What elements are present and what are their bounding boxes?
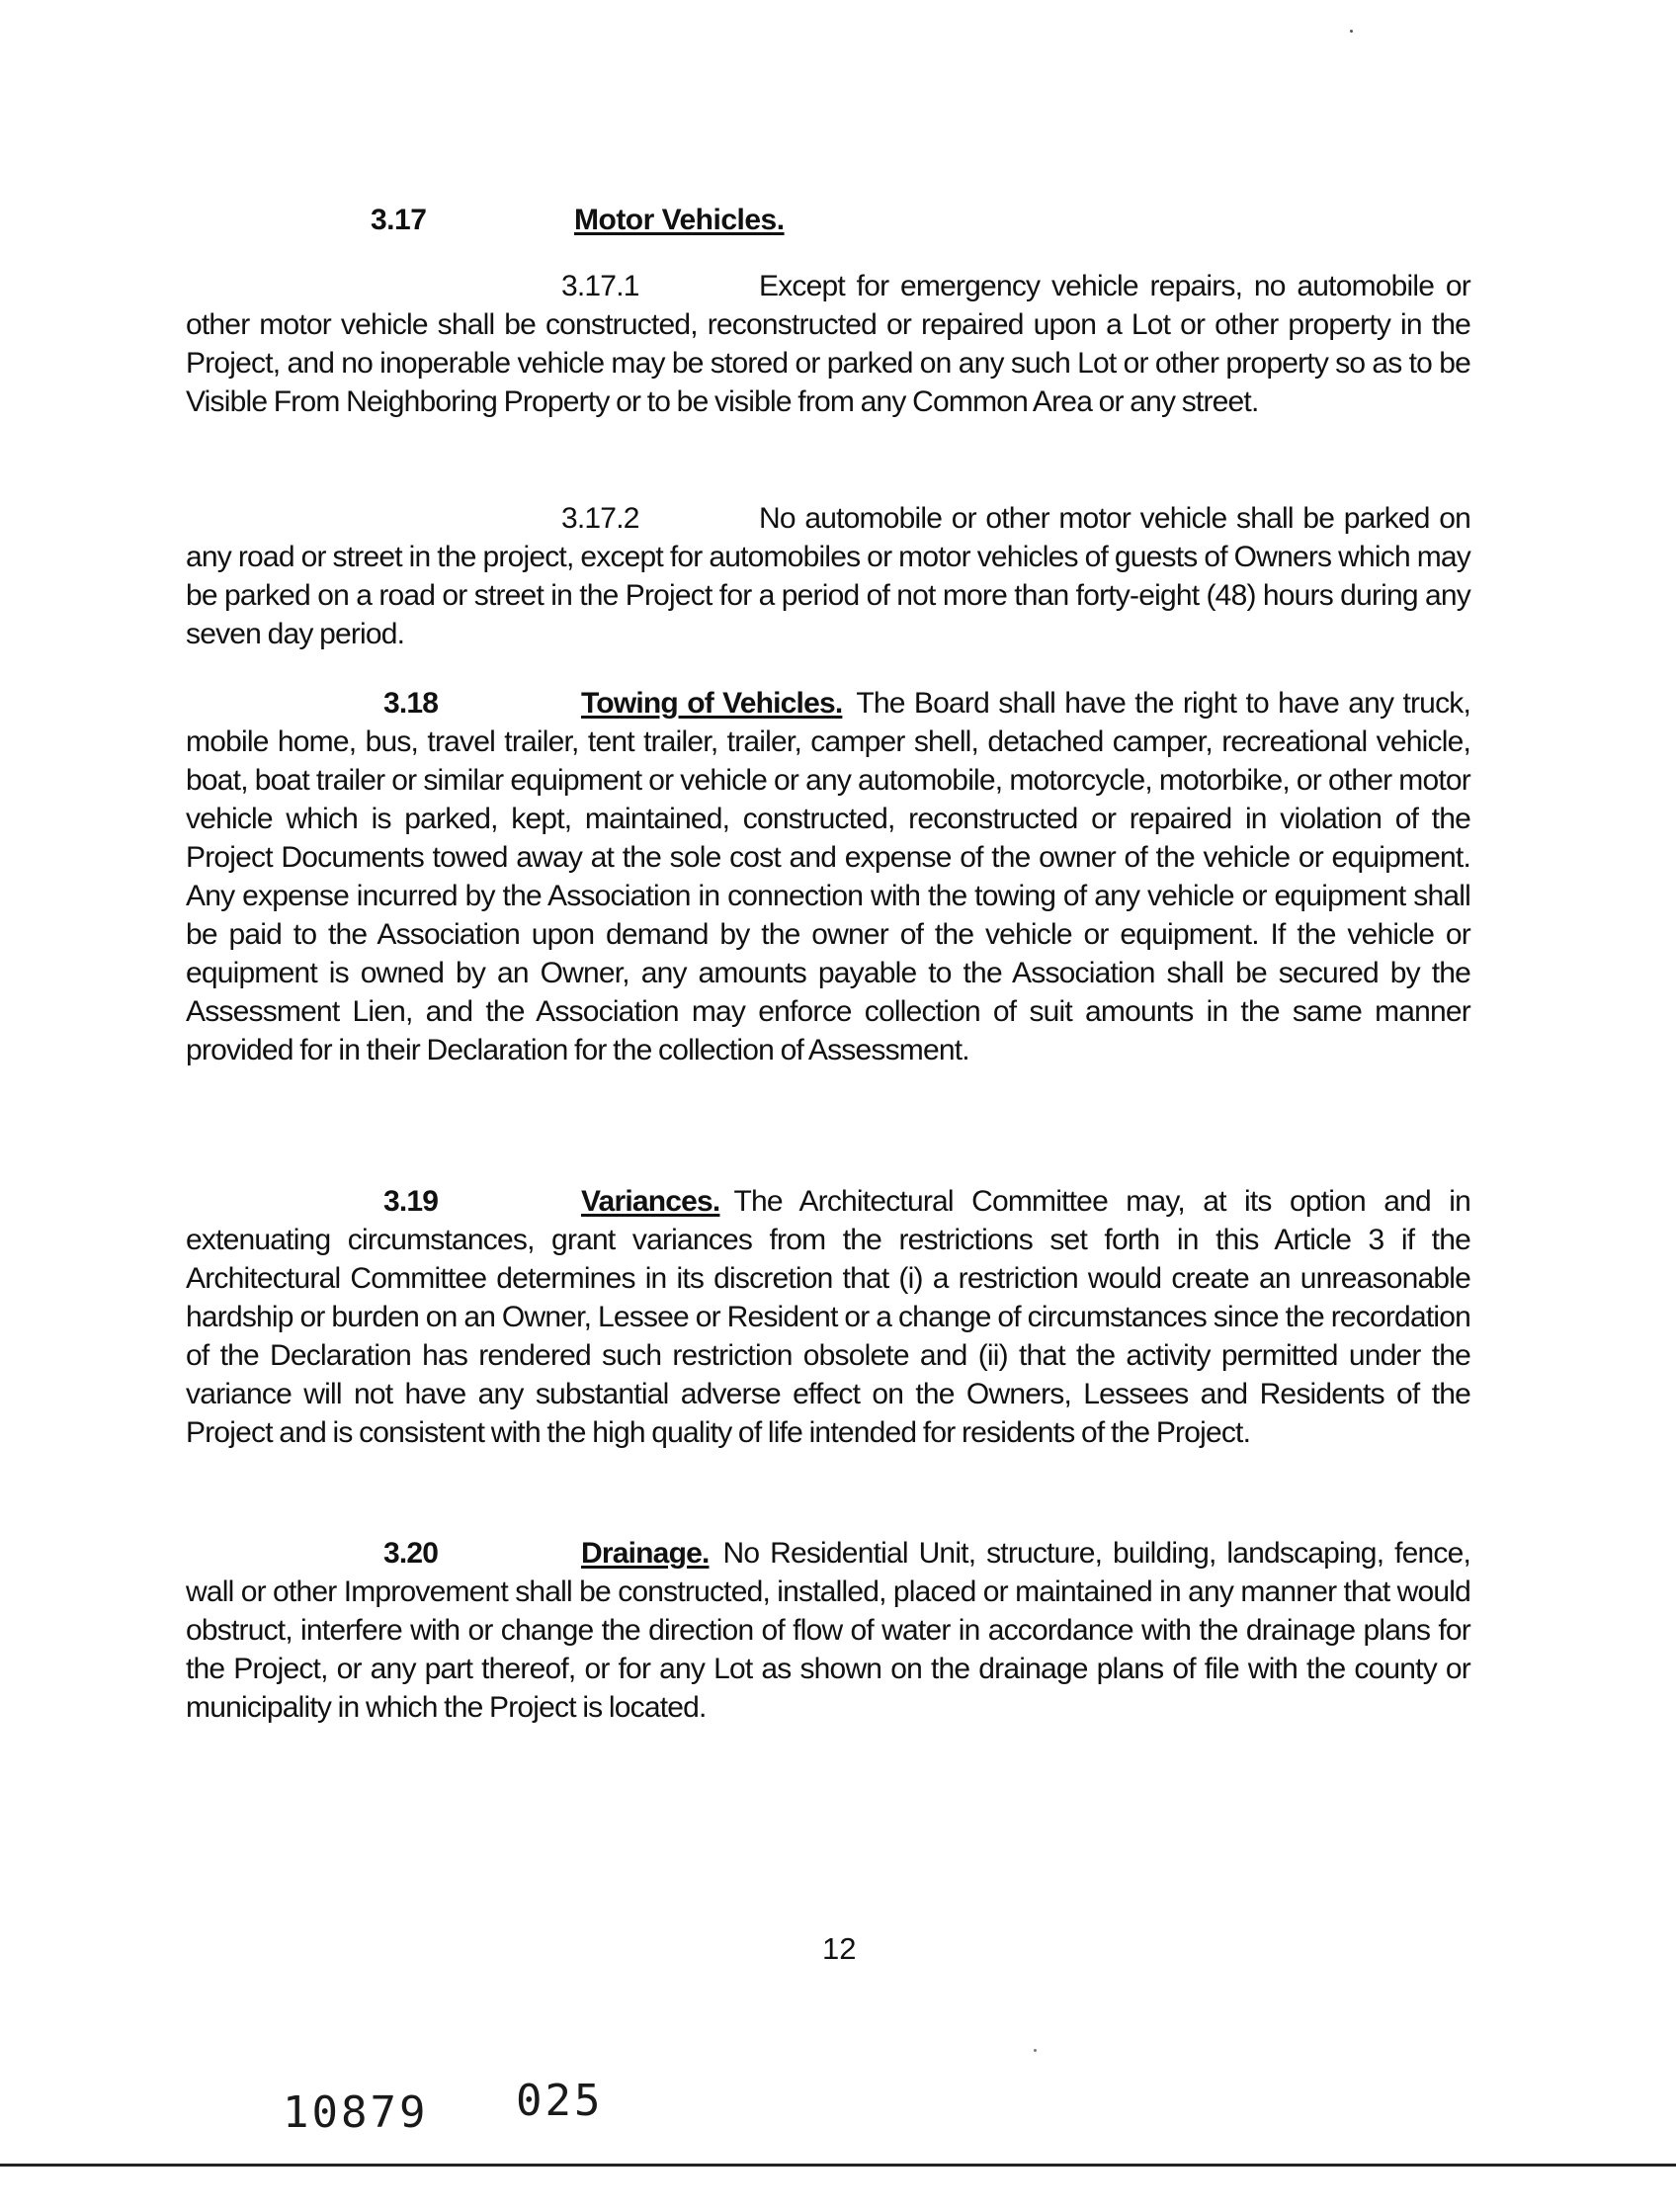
section-3-17-2-paragraph <box>186 499 1470 653</box>
bottom-rule <box>0 2164 1676 2167</box>
paragraph-text: No automobile or other motor vehicle shall be parked on any road or street in the project, except for automobiles or motor vehicles of guests of Owners which may be parked on a road or street in the Project for a period of not more than forty-eight (48) hours during any seven day period. <box>186 502 1470 650</box>
section-number: 3.19 <box>383 1185 439 1218</box>
section-3-18-paragraph <box>186 684 1470 1069</box>
section-number: 3.20 <box>383 1537 439 1570</box>
paragraph-text: Except for emergency vehicle repairs, no automobile or other motor vehicle shall be constructed, reconstructed or repaired upon a Lot or other property in the Project, and no inoperable vehicle may be stored or parked on any such Lot or other property so as to be Visible From Neighboring Property or to be visible from any Common Area or any street. <box>186 270 1470 418</box>
section-3-19-paragraph <box>186 1182 1470 1452</box>
recording-page-number: 025 <box>516 2076 604 2126</box>
section-title: Variances. <box>581 1185 720 1218</box>
section-title: Towing of Vehicles. <box>581 687 843 720</box>
section-3-17-1-paragraph <box>186 267 1470 421</box>
scan-speck <box>1034 2049 1037 2052</box>
paragraph-text: The Architectural Committee may, at its option and in extenuating circumstances, grant variances from the restrictions set forth in this Article 3 if the Architectural Committee determines in its discretion that (i) a restriction would create an unreasonable hardship or burden on an Owner, Lessee or Resident or a change of circumstances since the recordation of the Declaration has rendered such restriction obsolete and (ii) that the activity permitted under the variance will not have any substantial adverse effect on the Owners, Lessees and Residents of the Project and is consistent with the high quality of life intended for residents of the Project. <box>186 1185 1470 1449</box>
subsection-number: 3.17.1 <box>561 270 639 302</box>
paragraph-text: The Board shall have the right to have any truck, mobile home, bus, travel trailer, tent trailer, trailer, camper shell, detached camper, recreational vehicle, boat, boat trailer or similar equipment or vehicle or any automobile, motorcycle, motorbike, or other motor vehicle which is parked, kept, maintained, constructed, reconstructed or repaired in violation of the Project Documents towed away at the sole cost and expense of the owner of the vehicle or equipment. Any expense incurred by the Association in connection with the towing of any vehicle or equipment shall be paid to the Association upon demand by the owner of the vehicle or equipment. If the vehicle or equipment is owned by an Owner, any amounts payable to the Association shall be secured by the Assessment Lien, and the Association may enforce collection of suit amounts in the same manner provided for in their Declaration for the collection of Assessment. <box>186 687 1471 1066</box>
section-title: Drainage. <box>581 1537 710 1570</box>
section-number: 3.17 <box>371 204 427 236</box>
page-number: 12 <box>822 1931 857 1966</box>
scan-speck <box>1350 30 1353 33</box>
section-3-17-heading <box>371 204 785 237</box>
paragraph-text: No Residential Unit, structure, building, landscaping, fence, wall or other Improvement shall be constructed, installed, placed or maintained in any manner that would obstruct, interfere with or change the direction of flow of water in accordance with the drainage plans for the Project, or any part thereof, or for any Lot as shown on the drainage plans of file with the county or municipality in which the Project is located. <box>186 1537 1470 1724</box>
section-title: Motor Vehicles. <box>574 204 785 236</box>
recording-book-number: 10879 <box>283 2087 429 2138</box>
section-number: 3.18 <box>383 687 439 720</box>
subsection-number: 3.17.2 <box>561 502 639 535</box>
section-3-20-paragraph <box>186 1534 1470 1727</box>
